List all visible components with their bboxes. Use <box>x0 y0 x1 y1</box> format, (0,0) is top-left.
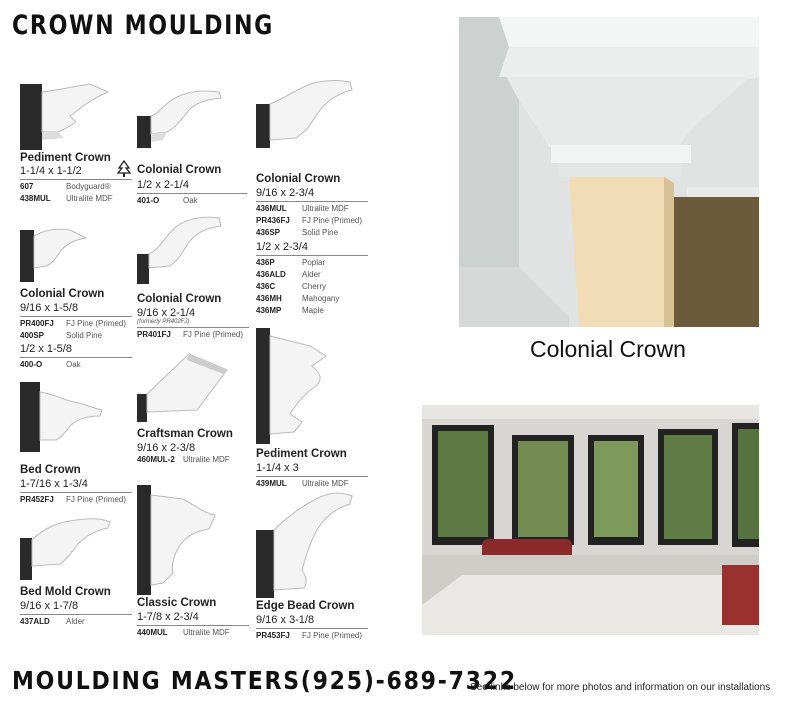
sku-row: 438MUL Ultralite MDF <box>20 194 113 203</box>
footer-phone-title: MOULDING MASTERS(925)-689-7322 <box>12 666 517 695</box>
footer-note: See links below for more photos and information on our installations <box>470 682 771 693</box>
profile-pediment-crown-2-icon <box>256 328 332 444</box>
product-size: 1-1/4 x 1-1/2 <box>20 165 82 177</box>
product-subsize: 1/2 x 1-5/8 <box>20 343 72 355</box>
product-card-colonial-crown-4 <box>137 214 249 341</box>
product-name: Colonial Crown <box>256 173 341 185</box>
profile-colonial-crown-4-icon <box>137 214 223 284</box>
divider <box>256 255 368 256</box>
divider <box>20 614 132 615</box>
sku-row: 436SP Solid Pine <box>256 228 339 237</box>
profile-craftsman-crown-icon <box>137 350 229 422</box>
page-title: CROWN MOULDING <box>12 10 275 41</box>
profile-classic-crown-icon <box>137 485 219 595</box>
divider <box>137 327 249 328</box>
product-name: Colonial Crown <box>20 288 105 300</box>
divider <box>256 628 368 629</box>
divider <box>256 476 368 477</box>
product-name: Classic Crown <box>137 597 217 609</box>
product-card-pediment-crown-1 <box>20 82 132 205</box>
product-name: Pediment Crown <box>256 448 347 460</box>
product-card-colonial-crown-3 <box>20 226 132 371</box>
sku-row: 607 Bodyguard® <box>20 182 111 191</box>
product-size: 9/16 x 2-1/4 <box>137 307 196 319</box>
profile-bed-mold-crown-icon <box>20 518 114 580</box>
product-size: 1/2 x 2-1/4 <box>137 179 189 191</box>
product-size: 9/16 x 1-5/8 <box>20 302 79 314</box>
sku-row: 436MH Mahogany <box>256 294 340 303</box>
product-card-colonial-crown-2 <box>256 78 368 317</box>
product-name: Colonial Crown <box>137 293 222 305</box>
sku-row: 436MUL Ultralite MDF <box>256 204 349 213</box>
sku-row: 400-O Oak <box>20 360 81 369</box>
profile-colonial-crown-2-icon <box>256 78 354 148</box>
sku-row: 460MUL-2 Ultralite MDF <box>137 455 230 464</box>
product-card-classic-crown <box>137 485 249 639</box>
divider <box>20 179 132 180</box>
sku-row: PR436FJ FJ Pine (Primed) <box>256 216 363 225</box>
divider <box>137 625 249 626</box>
bay-window-photo <box>422 405 759 635</box>
product-subsize: 1/2 x 2-3/4 <box>256 241 308 253</box>
sku-row: 436MP Maple <box>256 306 324 315</box>
sku-row: 437ALD Alder <box>20 617 85 626</box>
divider <box>20 492 132 493</box>
product-size: 9/16 x 3-1/8 <box>256 614 315 626</box>
product-name: Craftsman Crown <box>137 428 233 440</box>
divider <box>137 193 247 194</box>
product-name: Pediment Crown <box>20 152 111 164</box>
sku-row: 436P Poplar <box>256 258 326 267</box>
product-card-bed-mold-crown <box>20 518 132 628</box>
sku-row: 439MUL Ultralite MDF <box>256 479 349 488</box>
product-card-colonial-crown-1 <box>137 88 247 207</box>
divider <box>256 201 368 202</box>
product-card-bed-crown <box>20 382 132 506</box>
product-size: 1-7/8 x 2-3/4 <box>137 611 199 623</box>
product-size: 9/16 x 2-3/8 <box>137 442 196 454</box>
sku-row: 401-O Oak <box>137 196 198 205</box>
sku-row: PR453FJ FJ Pine (Primed) <box>256 631 363 640</box>
sku-row: 436C Cherry <box>256 282 327 291</box>
product-card-craftsman-crown <box>137 350 249 466</box>
product-size: 9/16 x 1-7/8 <box>20 600 79 612</box>
sku-row: 436ALD Alder <box>256 270 321 279</box>
product-size: 1-7/16 x 1-3/4 <box>20 478 88 490</box>
sku-row: 440MUL Ultralite MDF <box>137 628 230 637</box>
product-name: Edge Bead Crown <box>256 600 355 612</box>
profile-bed-crown-icon <box>20 382 106 452</box>
sku-row: PR400FJ FJ Pine (Primed) <box>20 319 127 328</box>
product-name: Bed Mold Crown <box>20 586 111 598</box>
product-name: Colonial Crown <box>137 164 222 176</box>
sku-row: PR401FJ FJ Pine (Primed) <box>137 330 244 339</box>
sku-row: 400SP Solid Pine <box>20 331 103 340</box>
product-card-edge-bead-crown <box>256 490 368 642</box>
profile-colonial-crown-3-icon <box>20 226 92 282</box>
product-size: 9/16 x 2-3/4 <box>256 187 315 199</box>
sku-row: PR452FJ FJ Pine (Primed) <box>20 495 127 504</box>
photo-caption: Colonial Crown <box>530 336 686 362</box>
product-name: Bed Crown <box>20 464 81 476</box>
product-size: 1-1/4 x 3 <box>256 462 299 474</box>
profile-colonial-crown-1-icon <box>137 88 227 148</box>
divider <box>20 316 132 317</box>
colonial-crown-photo <box>459 17 759 327</box>
profile-pediment-crown-1-icon <box>20 82 112 150</box>
divider <box>20 357 132 358</box>
profile-edge-bead-crown-icon <box>256 490 354 598</box>
product-note: (formerly PR402FJ) <box>137 319 190 325</box>
certification-icon <box>115 160 133 178</box>
product-card-pediment-crown-2 <box>256 328 368 490</box>
